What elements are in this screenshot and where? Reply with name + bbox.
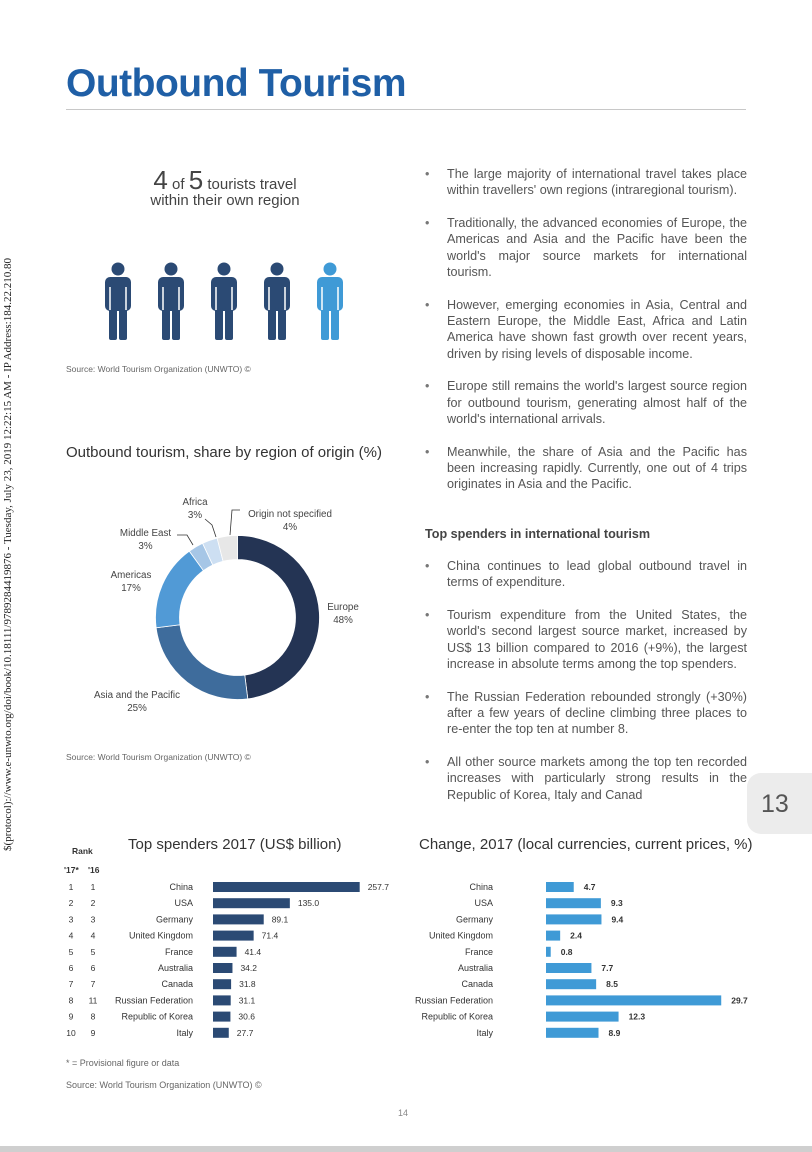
bar	[546, 882, 574, 892]
top-spenders-heading: Top spenders in international tourism	[425, 527, 651, 541]
headline-of: of	[172, 176, 185, 193]
list-item: • The large majority of international travel takes place within travellers' own regions (intraregional tourism).	[424, 166, 747, 199]
bar-category-label: Germany	[455, 914, 493, 925]
bar-category-label: France	[464, 946, 493, 957]
bar	[213, 914, 264, 924]
bar-category-label: Australia	[457, 963, 493, 973]
rank-col-2016: '16	[88, 865, 100, 875]
page-tab: 13	[747, 773, 812, 834]
people-icons	[100, 262, 360, 342]
donut-label-europe: Europe 48%	[327, 602, 359, 626]
spenders-bar-chart	[60, 878, 400, 1044]
bar-value-label: 7.7	[601, 963, 614, 973]
bar	[546, 1012, 619, 1022]
bar	[546, 963, 591, 973]
bar-category-label: Republic of Korea	[421, 1011, 493, 1022]
bar	[213, 882, 360, 892]
bar-value-label: 2.4	[570, 930, 582, 941]
bar-value-label: 30.6	[238, 1011, 255, 1022]
list-item: • However, emerging economies in Asia, Central and Eastern Europe, the Middle East, Africa and Latin America have shown fast growth over recent years, driven by rising levels of disposable income.	[424, 297, 747, 362]
bar-value-label: 71.4	[261, 930, 279, 941]
infographic-headline	[110, 165, 340, 209]
rank-2016: 7	[90, 979, 96, 990]
bar	[213, 979, 231, 989]
list-item: • Traditionally, the advanced economies of Europe, the Americas and Asia and the Pacific have been the world's major source markets for international tourism.	[424, 215, 747, 280]
bar-category-label: Canada	[461, 979, 493, 990]
bar-category-label: Australia	[157, 963, 193, 973]
bar	[213, 1012, 230, 1022]
rank-col-2017: '17*	[64, 865, 79, 875]
list-item: • China continues to lead global outbound travel in terms of expenditure.	[424, 558, 747, 591]
bar	[213, 963, 232, 973]
bar	[546, 947, 551, 957]
donut-slice-americas	[156, 551, 204, 628]
list-item: • Europe still remains the world's largest source region for outbound tourism, generating almost half of the world's international arrivals.	[424, 378, 747, 427]
rank-2016: 1	[90, 882, 96, 892]
rank-2016: 4	[90, 930, 96, 941]
donut-chart-title: Outbound tourism, share by region of origin (%)	[66, 444, 382, 461]
person-icon-light	[317, 263, 343, 341]
donut-source: Source: World Tourism Organization (UNWTO) ©	[66, 752, 251, 762]
page-number: 14	[398, 1108, 409, 1118]
bar-category-label: USA	[174, 898, 193, 909]
title-divider	[66, 109, 746, 110]
bar-category-label: Republic of Korea	[121, 1011, 193, 1022]
bar-value-label: 8.5	[606, 979, 618, 990]
person-icon-dark	[158, 263, 184, 341]
bar-value-label: 31.8	[239, 979, 256, 990]
footnote: * = Provisional figure or data	[66, 1058, 180, 1068]
bar	[546, 1028, 599, 1038]
rank-header: Rank	[72, 846, 93, 856]
bar-value-label: 12.3	[628, 1011, 646, 1022]
bar-category-label: China	[469, 882, 493, 892]
donut-chart	[155, 535, 320, 700]
bar-category-label: United Kingdom	[428, 930, 493, 941]
rank-2017: 8	[68, 995, 74, 1006]
bar-value-label: 9.3	[610, 898, 623, 909]
bar-value-label: 41.4	[244, 946, 262, 957]
footer-source: Source: World Tourism Organization (UNWTO) ©	[66, 1080, 262, 1090]
headline-line1: tourists travel	[207, 176, 297, 193]
spenders-chart-title: Top spenders 2017 (US$ billion)	[128, 836, 342, 853]
rank-2016: 11	[88, 995, 98, 1006]
rank-2016: 6	[90, 963, 96, 973]
bar-category-label: Italy	[176, 1027, 193, 1038]
bar-category-label: Italy	[476, 1027, 493, 1038]
rank-2017: 3	[68, 914, 74, 925]
page-title: Outbound Tourism	[66, 62, 407, 105]
person-icon-dark	[105, 263, 131, 341]
bar-category-label: Russian Federation	[114, 995, 193, 1006]
donut-label-africa: Africa 3%	[182, 497, 208, 521]
bar	[213, 1028, 229, 1038]
bottom-divider	[0, 1146, 812, 1152]
bar-value-label: 257.7	[367, 882, 389, 892]
bar	[546, 931, 560, 941]
bar-category-label: USA	[474, 898, 493, 909]
donut-leader-lines	[160, 505, 250, 550]
bar-value-label: 9.4	[611, 914, 624, 925]
bar-value-label: 27.7	[236, 1027, 254, 1038]
list-item: • Meanwhile, the share of Asia and the Pacific has been increasing rapidly. Currently, one out of 4 trips originates in Asia and the Pacific.	[424, 444, 747, 493]
bar-category-label: Russian Federation	[414, 995, 493, 1006]
rank-2016: 9	[90, 1027, 96, 1038]
headline-number-b: 5	[188, 165, 204, 195]
list-item: • All other source markets among the top ten recorded increases with particularly strong results in the Republic of Korea, Italy and Canad	[424, 754, 747, 803]
donut-label-origin-not-specified: Origin not specified 4%	[248, 509, 332, 533]
donut-label-middle-east: Middle East 3%	[119, 528, 172, 552]
bar-category-label: France	[164, 946, 193, 957]
list-item: • The Russian Federation rebounded strongly (+30%) after a few years of decline climbing three places to re-enter the top ten at number 8.	[424, 689, 747, 738]
bar-value-label: 8.9	[608, 1027, 621, 1038]
bar	[213, 947, 237, 957]
bar	[213, 931, 254, 941]
bar	[546, 898, 601, 908]
headline-line2: within their own region	[150, 192, 300, 209]
rank-2017: 5	[68, 946, 74, 957]
bar-category-label: United Kingdom	[128, 930, 193, 941]
rank-2017: 2	[68, 898, 74, 909]
rank-2016: 8	[90, 1011, 96, 1022]
rank-2017: 10	[66, 1027, 76, 1038]
bar-category-label: Germany	[155, 914, 193, 925]
rank-2016: 2	[90, 898, 96, 909]
list-item: • Tourism expenditure from the United States, the world's second largest source market, increased by US$ 13 billion compared to 2016 (+9%), the largest increase in absolute terms among the top spenders.	[424, 607, 747, 672]
rank-2017: 7	[68, 979, 74, 990]
bar-category-label: China	[169, 882, 193, 892]
person-icon-dark	[211, 263, 237, 341]
bar-category-label: Canada	[161, 979, 193, 990]
change-bar-chart	[400, 878, 755, 1044]
headline-number-a: 4	[153, 165, 168, 195]
bullet-list-spenders	[424, 558, 747, 820]
bar	[546, 995, 721, 1005]
donut-label-americas: Americas 17%	[110, 570, 152, 594]
donut-slice-europe	[238, 536, 320, 699]
rank-2017: 9	[68, 1011, 74, 1022]
bar-value-label: 31.1	[238, 995, 256, 1006]
rank-2016: 5	[90, 946, 96, 957]
bar-value-label: 4.7	[583, 882, 596, 892]
bar-value-label: 0.8	[560, 946, 573, 957]
bar-value-label: 89.1	[271, 914, 289, 925]
bar-value-label: 34.2	[240, 963, 258, 973]
person-icon-dark	[264, 263, 290, 341]
rank-2016: 3	[90, 914, 96, 925]
bar-value-label: 29.7	[731, 995, 748, 1006]
rank-2017: 6	[68, 963, 74, 973]
bar	[213, 995, 231, 1005]
side-access-note: $(protocol)://www.e-unwto.org/doi/book/10.18111/9789284419876 - Tuesday, July 23, 2019 12:22:15 AM - IP Address:184.22.210.80	[2, 258, 14, 851]
rank-2017: 4	[68, 930, 74, 941]
bar-value-label: 135.0	[297, 898, 320, 909]
bar	[546, 979, 596, 989]
bar	[213, 898, 290, 908]
donut-label-asia-pacific: Asia and the Pacific 25%	[93, 690, 181, 714]
change-chart-title: Change, 2017 (local currencies, current prices, %)	[419, 836, 753, 853]
rank-2017: 1	[68, 882, 74, 892]
bullet-list-overview	[424, 166, 747, 509]
infographic-source: Source: World Tourism Organization (UNWTO) ©	[66, 364, 251, 374]
bar	[546, 914, 601, 924]
